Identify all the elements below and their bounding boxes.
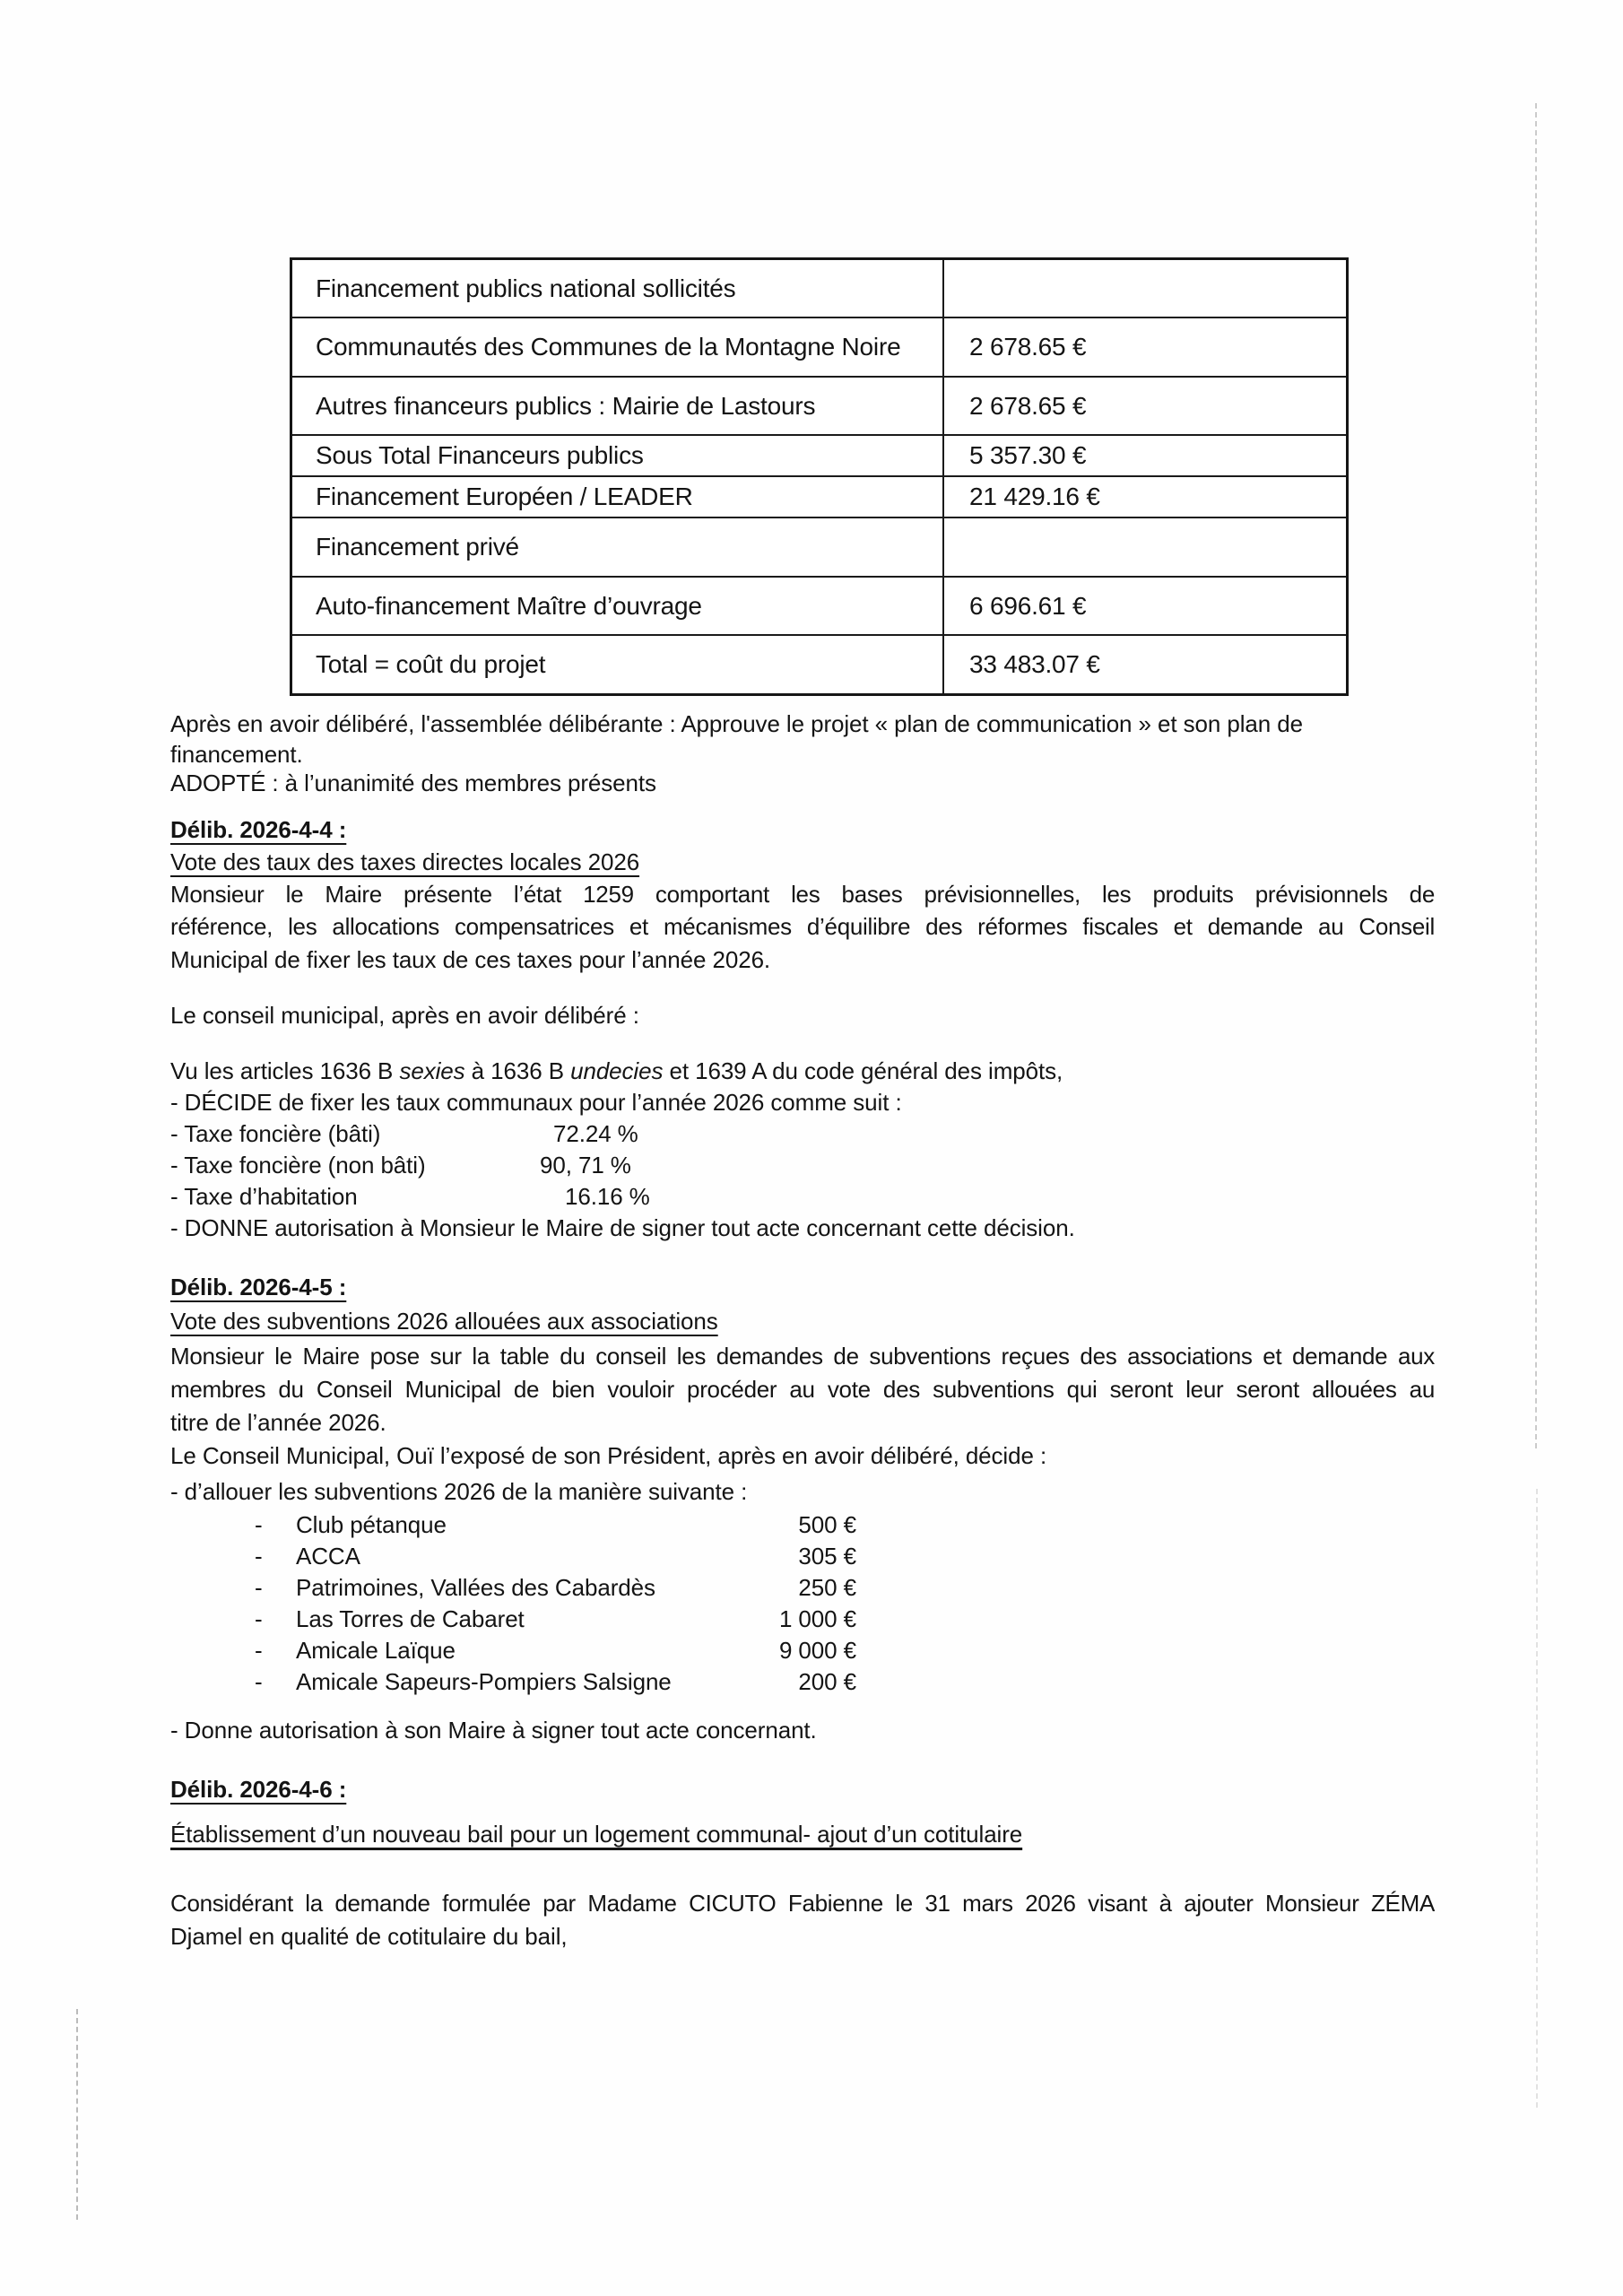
table-cell-value: 2 678.65 € xyxy=(942,318,1346,376)
delib-4-5-heading: Délib. 2026-4-5 : xyxy=(170,1274,347,1300)
tax-rate-row xyxy=(170,1150,631,1180)
table-cell-value xyxy=(942,518,1346,576)
table-cell-label: Auto-financement Maître d’ouvrage xyxy=(316,591,702,620)
tax-value: 16.16 % xyxy=(565,1183,650,1210)
list-dash: - xyxy=(255,1511,263,1538)
delib-4-6-paragraph-line: Djamel en qualité de cotitulaire du bail, xyxy=(170,1923,568,1950)
subvention-amount: 500 € xyxy=(798,1511,856,1538)
delib-4-5-paragraph-line: titre de l’année 2026. xyxy=(170,1409,386,1436)
financing-table xyxy=(290,257,1349,696)
association-name: ACCA xyxy=(296,1543,360,1570)
association-name: Patrimoines, Vallées des Cabardès xyxy=(296,1574,655,1601)
tax-rate-row xyxy=(170,1118,638,1149)
subvention-amount: 1 000 € xyxy=(778,1605,856,1632)
tax-label: - Taxe foncière (non bâti) xyxy=(170,1152,426,1178)
vu-articles-segment: Vu les articles 1636 B xyxy=(170,1057,400,1084)
delib-4-6-heading: Délib. 2026-4-6 : xyxy=(170,1776,347,1803)
table-cell-value: 2 678.65 € xyxy=(942,378,1346,434)
table-row xyxy=(292,517,1346,576)
table-cell-label: Total = coût du projet xyxy=(316,650,546,678)
table-cell-label: Financement publics national sollicités xyxy=(316,274,736,302)
scan-artifact-dotted-line xyxy=(76,2009,78,2220)
association-name: Amicale Laïque xyxy=(296,1637,456,1664)
table-cell-label: Communautés des Communes de la Montagne Noire xyxy=(316,333,901,361)
table-cell-label: Financement privé xyxy=(316,533,519,561)
subvention-row xyxy=(170,1635,870,1665)
list-dash: - xyxy=(255,1543,263,1570)
deliberation-result-line: financement. xyxy=(170,741,303,768)
vu-articles-segment: et 1639 A du code général des impôts, xyxy=(663,1057,1063,1084)
table-cell-label: Sous Total Financeurs publics xyxy=(316,441,644,469)
association-name: Amicale Sapeurs-Pompiers Salsigne xyxy=(296,1668,672,1695)
list-dash: - xyxy=(255,1668,263,1695)
subvention-amount: 250 € xyxy=(798,1574,856,1601)
table-row xyxy=(292,317,1346,376)
deliberation-result-line: Après en avoir délibéré, l'assemblée délibérante : Approuve le projet « plan de communication » et son plan de xyxy=(170,710,1303,737)
vu-articles-italic: undecies xyxy=(570,1057,664,1084)
table-cell-value: 21 429.16 € xyxy=(942,477,1346,517)
table-row xyxy=(292,260,1346,317)
adoption-statement: ADOPTÉ : à l’unanimité des membres présents xyxy=(170,770,656,796)
oui-statement: Le Conseil Municipal, Ouï l’exposé de son Président, après en avoir délibéré, décide : xyxy=(170,1442,1047,1469)
delib-4-5-paragraph-line: Monsieur le Maire pose sur la table du conseil les demandes de subventions reçues des associations et demande aux xyxy=(170,1343,1435,1370)
decide-statement: - DÉCIDE de fixer les taux communaux pour l’année 2026 comme suit : xyxy=(170,1089,902,1116)
tax-value: 72.24 % xyxy=(553,1120,638,1147)
conseil-statement: Le conseil municipal, après en avoir délibéré : xyxy=(170,1002,639,1029)
table-cell-label: Financement Européen / LEADER xyxy=(316,483,693,510)
subvention-row xyxy=(170,1509,870,1540)
vu-articles-italic: sexies xyxy=(399,1057,465,1084)
allouer-statement: - d’allouer les subventions 2026 de la manière suivante : xyxy=(170,1478,748,1505)
subvention-row xyxy=(170,1666,870,1697)
subvention-amount: 9 000 € xyxy=(778,1637,856,1664)
scan-artifact-dotted-line xyxy=(1535,103,1537,1448)
list-dash: - xyxy=(255,1637,263,1664)
table-row xyxy=(292,434,1346,475)
tax-rate-row xyxy=(170,1181,650,1212)
subvention-amount: 305 € xyxy=(798,1543,856,1570)
tax-label: - Taxe foncière (bâti) xyxy=(170,1120,381,1147)
table-cell-value: 6 696.61 € xyxy=(942,578,1346,634)
vu-articles-line xyxy=(170,1056,1063,1086)
tax-label: - Taxe d’habitation xyxy=(170,1183,358,1210)
table-cell-value xyxy=(942,260,1346,317)
delib-4-6-subject: Établissement d’un nouveau bail pour un logement communal- ajout d’un cotitulaire xyxy=(170,1821,1023,1848)
donne-statement: - DONNE autorisation à Monsieur le Maire de signer tout acte concernant cette décision. xyxy=(170,1214,1075,1241)
table-cell-value: 5 357.30 € xyxy=(942,436,1346,475)
table-row xyxy=(292,576,1346,634)
subvention-row xyxy=(170,1572,870,1603)
table-cell-label: Autres financeurs publics : Mairie de Lastours xyxy=(316,391,816,420)
table-row xyxy=(292,475,1346,517)
delib-4-4-paragraph-line: Municipal de fixer les taux de ces taxes pour l’année 2026. xyxy=(170,946,771,973)
list-dash: - xyxy=(255,1605,263,1632)
subvention-amount: 200 € xyxy=(798,1668,856,1695)
subvention-row xyxy=(170,1541,870,1571)
scan-artifact-dotted-line xyxy=(1536,1489,1538,2108)
subvention-row xyxy=(170,1604,870,1634)
association-name: Las Torres de Cabaret xyxy=(296,1605,525,1632)
table-row xyxy=(292,634,1346,693)
association-name: Club pétanque xyxy=(296,1511,447,1538)
delib-4-4-paragraph-line: Monsieur le Maire présente l’état 1259 comportant les bases prévisionnelles, les produits prévisionnels de xyxy=(170,881,1435,908)
delib-4-4-subject: Vote des taux des taxes directes locales 2026 xyxy=(170,848,640,875)
delib-4-6-paragraph-line: Considérant la demande formulée par Madame CICUTO Fabienne le 31 mars 2026 visant à ajouter Monsieur ZÉMA xyxy=(170,1890,1435,1917)
list-dash: - xyxy=(255,1574,263,1601)
donne-statement: - Donne autorisation à son Maire à signer tout acte concernant. xyxy=(170,1717,817,1744)
table-cell-value: 33 483.07 € xyxy=(942,636,1346,693)
tax-value: 90, 71 % xyxy=(540,1152,631,1178)
delib-4-4-paragraph-line: référence, les allocations compensatrices et mécanismes d’équilibre des réformes fiscales et demande au Conseil xyxy=(170,913,1435,940)
delib-4-4-heading: Délib. 2026-4-4 : xyxy=(170,816,347,843)
table-row xyxy=(292,376,1346,434)
delib-4-5-subject: Vote des subventions 2026 allouées aux associations xyxy=(170,1308,718,1335)
delib-4-5-paragraph-line: membres du Conseil Municipal de bien vouloir procéder au vote des subventions qui seront leur seront allouées au xyxy=(170,1376,1435,1403)
vu-articles-segment: à 1636 B xyxy=(464,1057,571,1084)
